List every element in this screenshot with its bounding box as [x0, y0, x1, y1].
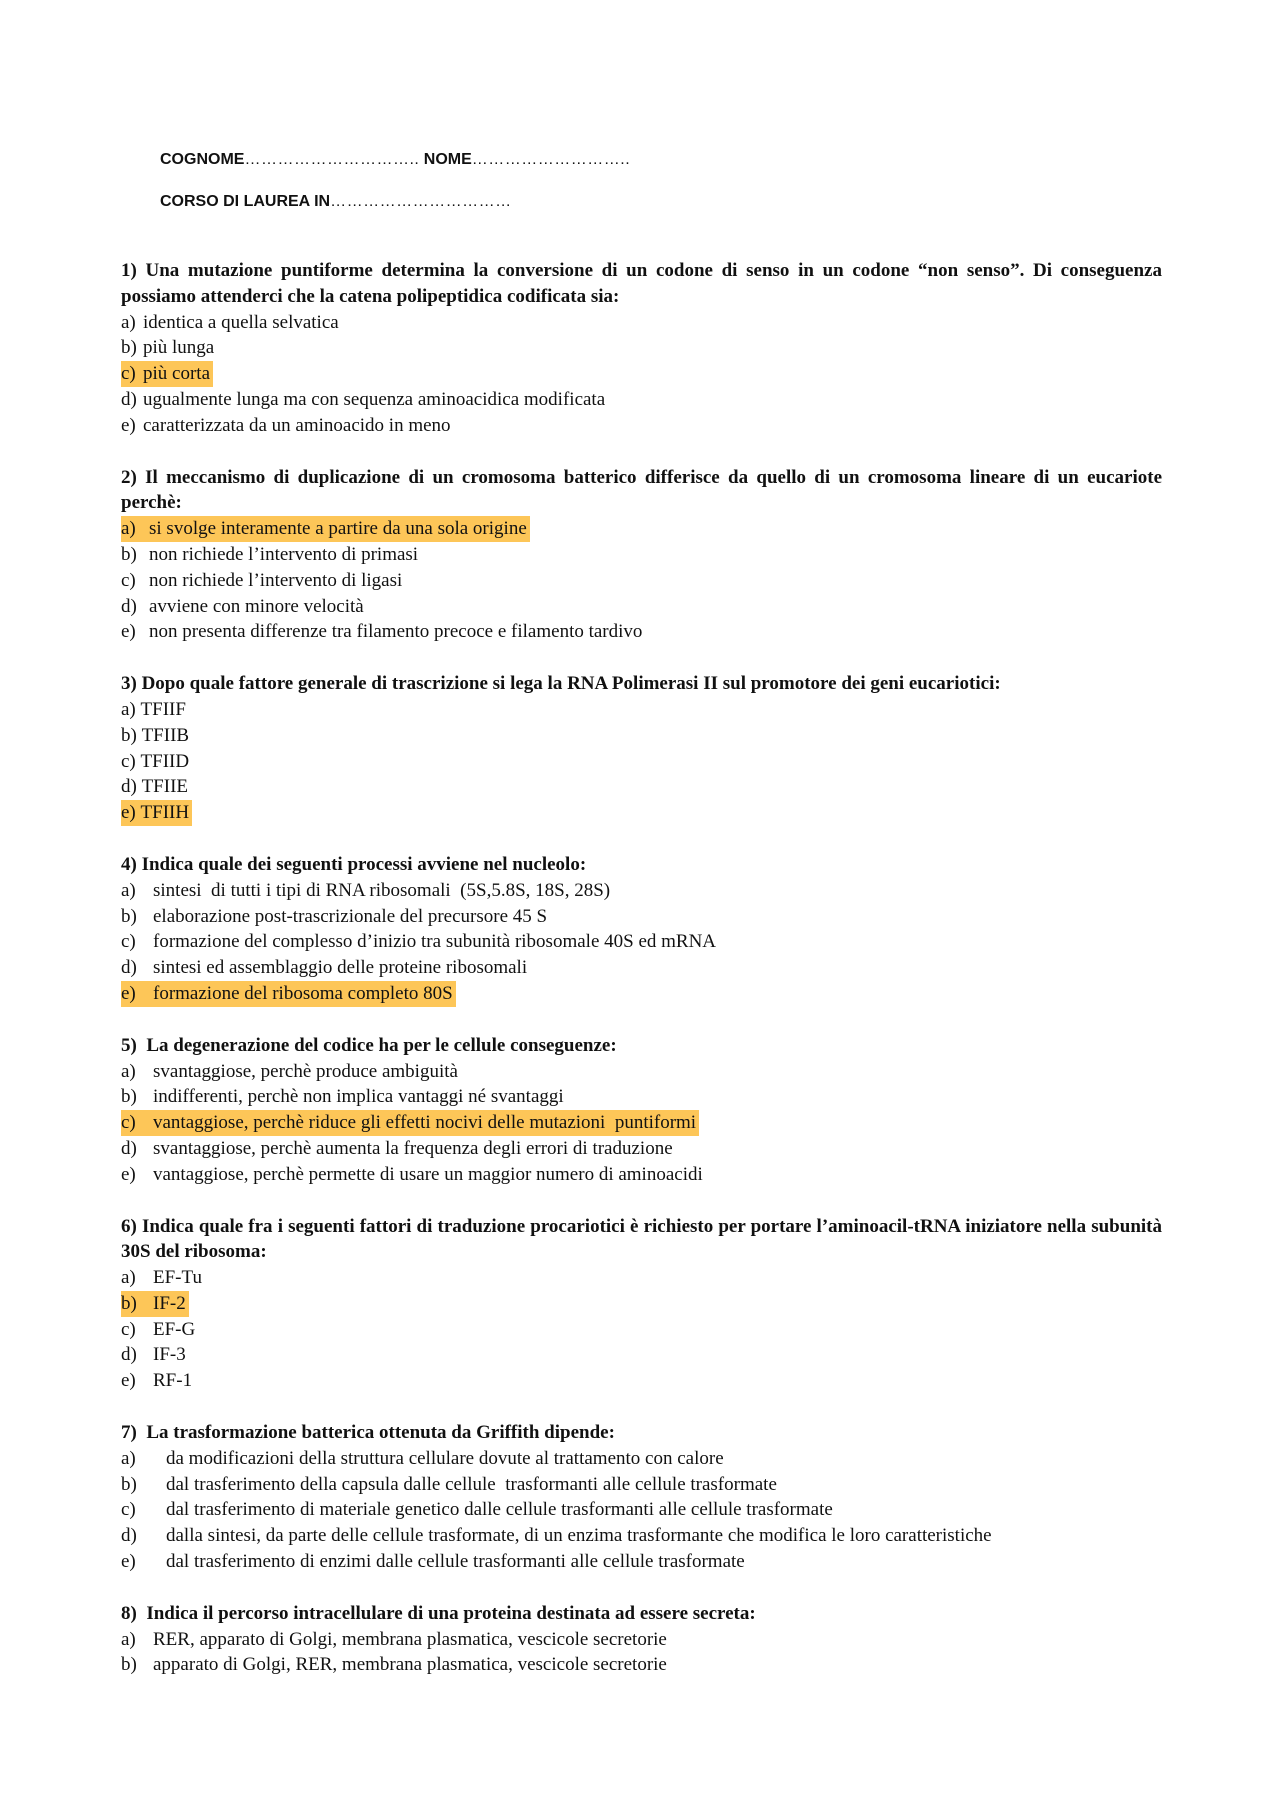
answer-option[interactable]: a) sintesi di tutti i tipi di RNA ribosomali (5S,5.8S, 18S, 28S) — [121, 879, 611, 901]
question-5 — [121, 1033, 1162, 1188]
question-title: 3) Dopo quale fattore generale di trascrizione si lega la RNA Polimerasi II sul promotore dei geni eucariotici: — [121, 673, 1001, 695]
answer-option[interactable]: e) RF-1 — [121, 1370, 193, 1392]
question-7 — [121, 1420, 1162, 1575]
question-8 — [121, 1601, 1162, 1678]
answer-option[interactable]: b) elaborazione post-trascrizionale del precursore 45 S — [121, 905, 548, 927]
answer-option[interactable]: d) ugualmente lunga ma con sequenza aminoacidica modificata — [121, 388, 606, 410]
answer-option[interactable]: d) sintesi ed assemblaggio delle proteine ribosomali — [121, 957, 528, 979]
name-line — [160, 150, 630, 192]
answer-option-highlighted[interactable]: e) TFIIH — [121, 800, 192, 826]
answer-option[interactable]: e) non presenta differenze tra filamento precoce e filamento tardivo — [121, 621, 643, 643]
answer-option[interactable]: d) avviene con minore velocità — [121, 595, 364, 617]
answer-option[interactable]: d) dalla sintesi, da parte delle cellule trasformate, di un enzima trasformante che modifica le loro caratteristiche — [121, 1525, 992, 1547]
course-field[interactable]: …………………………… — [330, 193, 512, 210]
answer-option[interactable]: c) dal trasferimento di materiale genetico dalle cellule trasformanti alle cellule trasformate — [121, 1499, 833, 1521]
question-title: 2) Il meccanismo di duplicazione di un cromosoma batterico differisce da quello di un cromosoma lineare di un eucariote perchè: — [121, 466, 1162, 514]
question-6 — [121, 1214, 1162, 1395]
answer-option[interactable]: d) svantaggiose, perchè aumenta la frequenza degli errori di traduzione — [121, 1137, 673, 1159]
answer-option[interactable]: c) EF-G — [121, 1318, 196, 1340]
answer-option[interactable]: c) formazione del complesso d’inizio tra subunità ribosomale 40S ed mRNA — [121, 931, 717, 953]
answer-option-highlighted[interactable]: e) formazione del ribosoma completo 80S — [121, 981, 456, 1007]
answer-option[interactable]: b) indifferenti, perchè non implica vantaggi né svantaggi — [121, 1086, 564, 1108]
question-title: 5) La degenerazione del codice ha per le cellule conseguenze: — [121, 1034, 617, 1056]
answer-option[interactable]: b) TFIIB — [121, 724, 190, 746]
answer-option[interactable]: e) vantaggiose, perchè permette di usare un maggior numero di aminoacidi — [121, 1163, 703, 1185]
question-2 — [121, 465, 1162, 646]
answer-option[interactable]: a) RER, apparato di Golgi, membrana plasmatica, vescicole secretorie — [121, 1628, 667, 1650]
course-label: CORSO DI LAUREA IN — [160, 193, 331, 210]
answer-option[interactable]: c) TFIID — [121, 750, 190, 772]
answer-option[interactable]: a) EF-Tu — [121, 1267, 202, 1289]
question-title: 7) La trasformazione batterica ottenuta da Griffith dipende: — [121, 1422, 615, 1444]
questions-list — [121, 258, 1162, 1704]
answer-option[interactable]: e) dal trasferimento di enzimi dalle cellule trasformanti alle cellule trasformate — [121, 1551, 745, 1573]
student-header — [160, 150, 630, 234]
answer-option[interactable]: b) più lunga — [121, 337, 215, 359]
question-title: 6) Indica quale fra i seguenti fattori di traduzione procariotici è richiesto per portare l’aminoacil-tRNA iniziatore nella subunità 30S del ribosoma: — [121, 1215, 1162, 1263]
question-3 — [121, 671, 1162, 826]
surname-label: COGNOME — [160, 151, 245, 168]
name-label: NOME — [423, 151, 472, 168]
answer-option[interactable]: b) apparato di Golgi, RER, membrana plasmatica, vescicole secretorie — [121, 1654, 667, 1676]
answer-option[interactable]: a) identica a quella selvatica — [121, 311, 339, 333]
question-title: 8) Indica il percorso intracellulare di una proteina destinata ad essere secreta: — [121, 1602, 756, 1624]
question-4 — [121, 852, 1162, 1007]
name-field[interactable]: ……………………….. — [471, 151, 631, 168]
answer-option[interactable]: a) TFIIF — [121, 698, 186, 720]
answer-option[interactable]: a) da modificazioni della struttura cellulare dovute al trattamento con calore — [121, 1447, 724, 1469]
question-1 — [121, 258, 1162, 439]
answer-option[interactable]: b) non richiede l’intervento di primasi — [121, 543, 419, 565]
answer-option[interactable]: d) TFIIE — [121, 776, 189, 798]
answer-option-highlighted[interactable]: c) più corta — [121, 361, 213, 387]
answer-option-highlighted[interactable]: a) si svolge interamente a partire da una sola origine — [121, 516, 530, 542]
course-line — [160, 192, 630, 234]
answer-option-highlighted[interactable]: c) vantaggiose, perchè riduce gli effetti nocivi delle mutazioni puntiformi — [121, 1110, 699, 1136]
answer-option[interactable]: e) caratterizzata da un aminoacido in meno — [121, 414, 451, 436]
answer-option[interactable]: c) non richiede l’intervento di ligasi — [121, 569, 403, 591]
question-title: 1) Una mutazione puntiforme determina la conversione di un codone di senso in un codone “non senso”. Di conseguenza possiamo attenderci che la catena polipeptidica codificata sia: — [121, 260, 1162, 307]
answer-option[interactable]: b) dal trasferimento della capsula dalle cellule trasformanti alle cellule trasformate — [121, 1473, 777, 1495]
answer-option[interactable]: a) svantaggiose, perchè produce ambiguità — [121, 1060, 458, 1082]
surname-field[interactable]: ………………………….. — [244, 151, 420, 168]
question-title: 4) Indica quale dei seguenti processi avviene nel nucleolo: — [121, 853, 587, 875]
answer-option[interactable]: d) IF-3 — [121, 1344, 186, 1366]
answer-option-highlighted[interactable]: b) IF-2 — [121, 1291, 189, 1317]
